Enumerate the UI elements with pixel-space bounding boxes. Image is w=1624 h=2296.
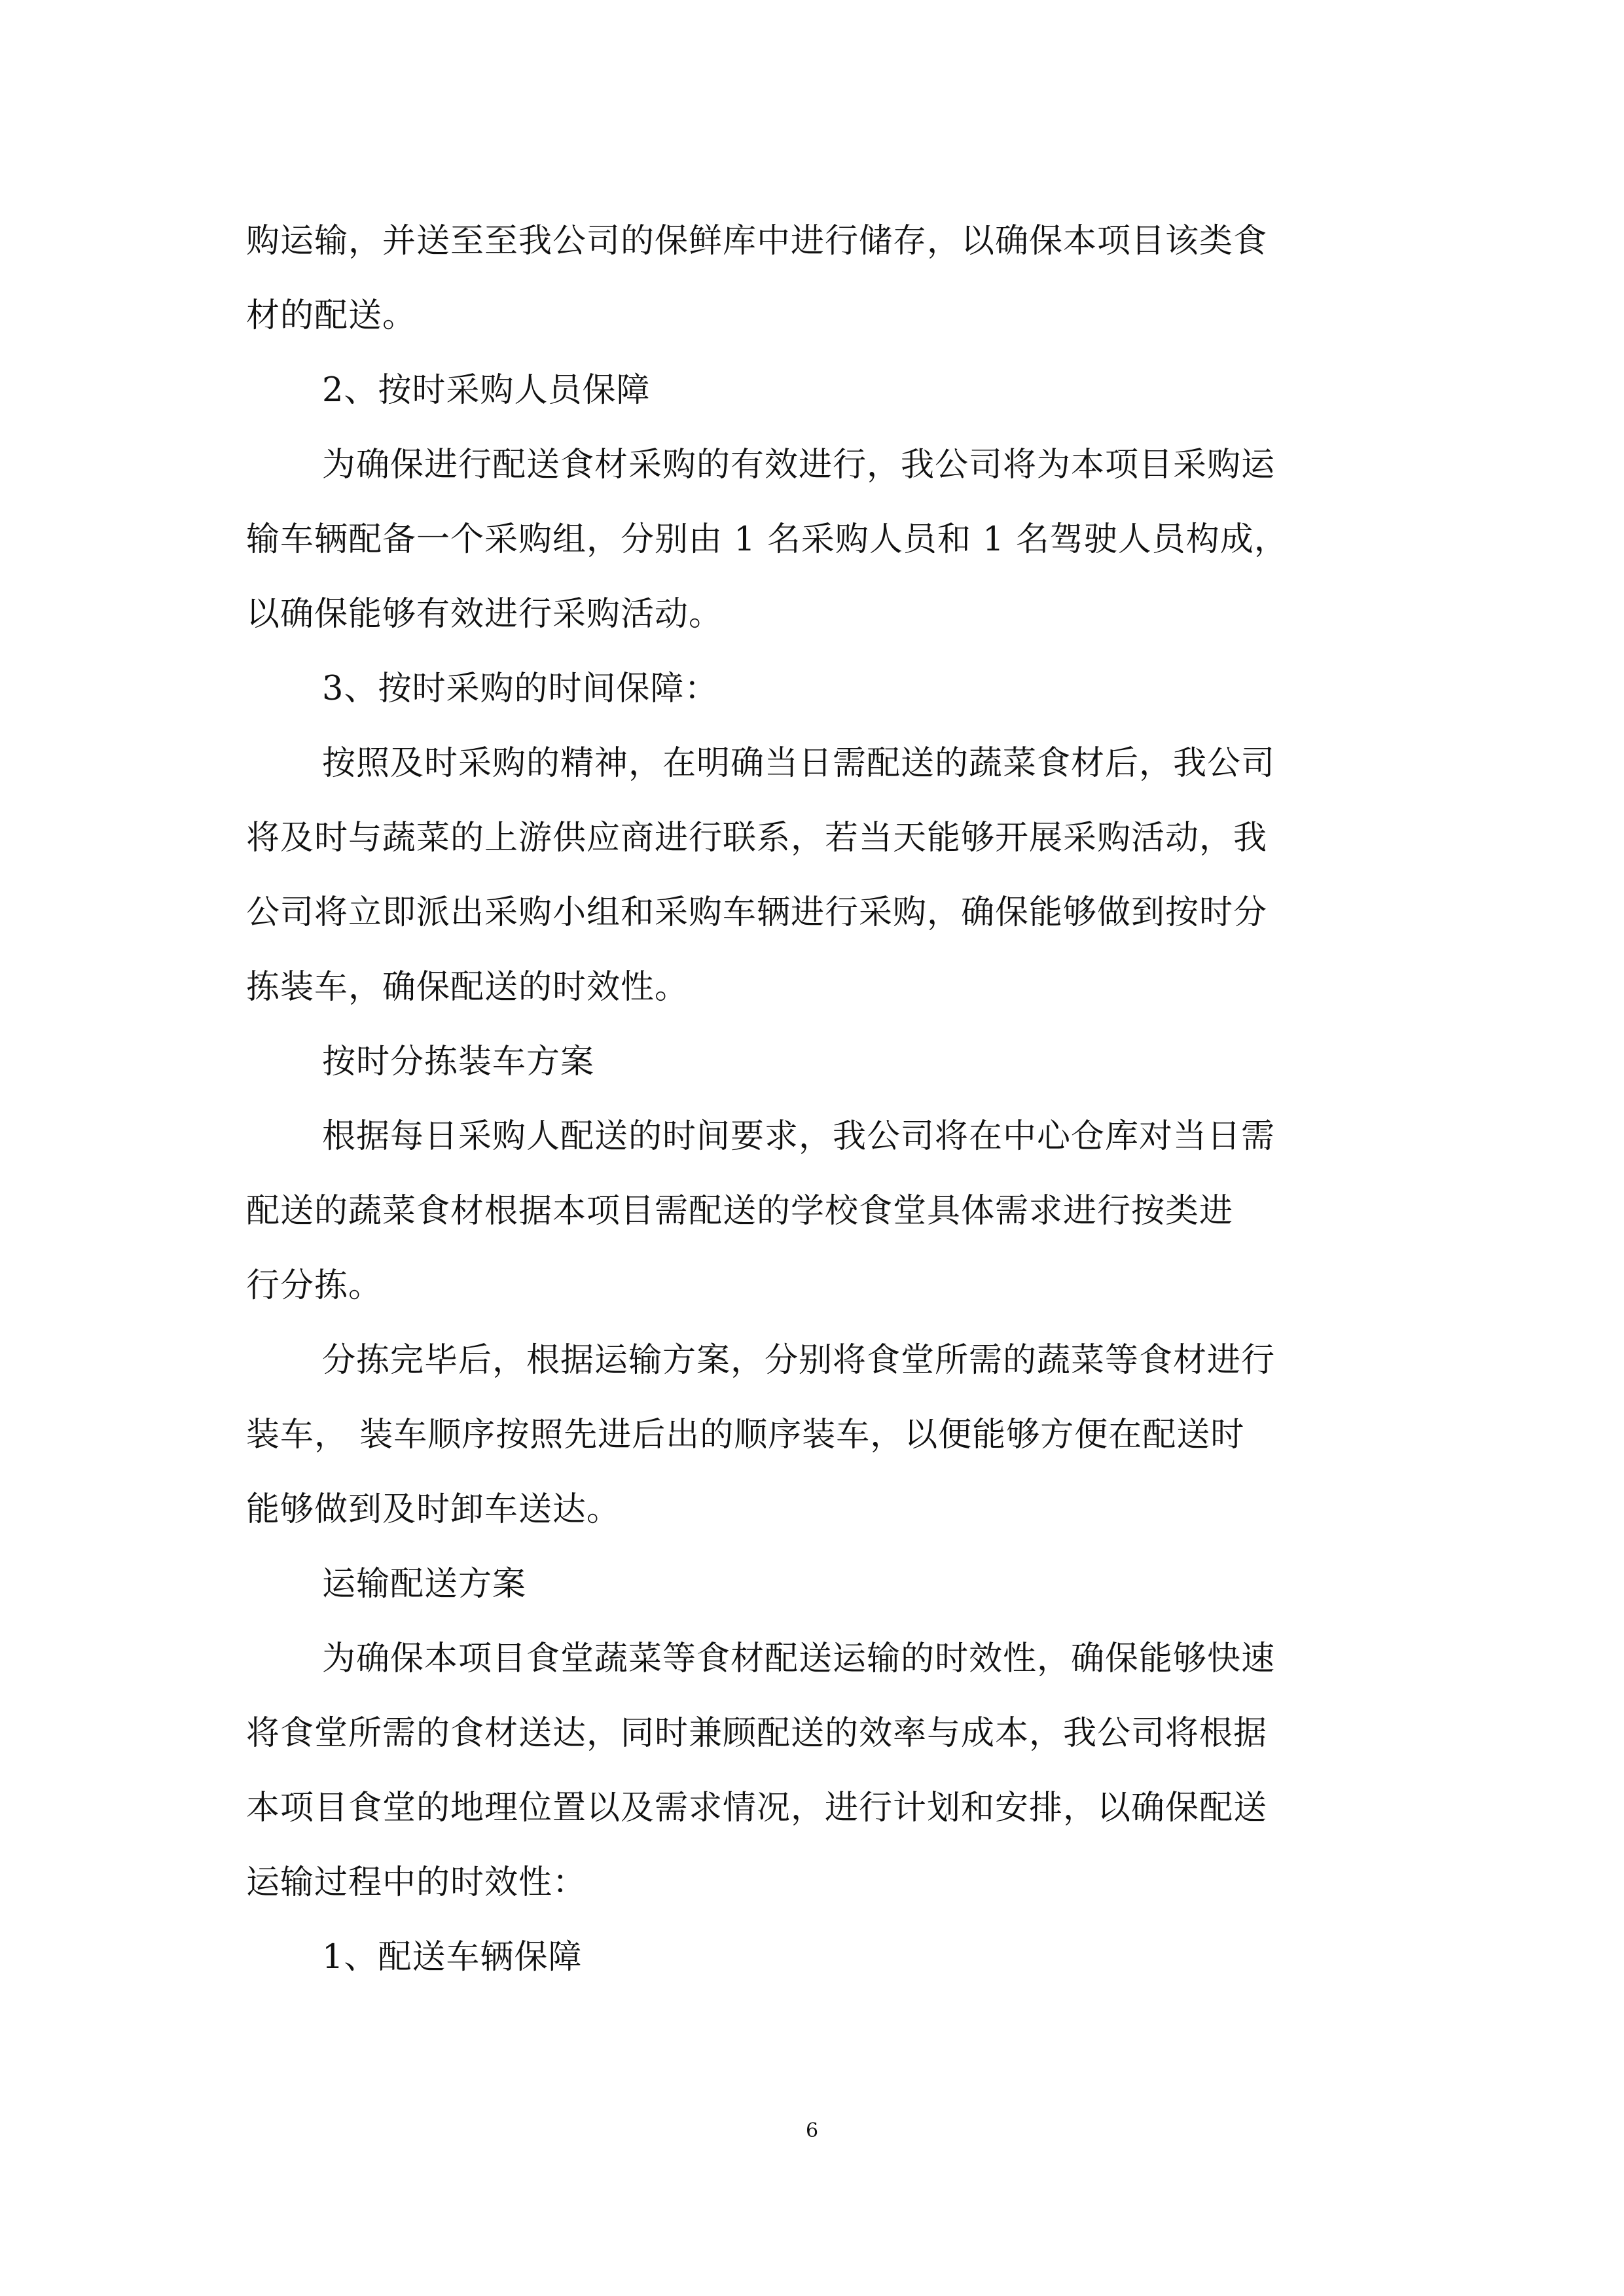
body-text-line: 以确保能够有效进行采购活动。 [246, 595, 723, 634]
section-heading: 1、配送车辆保障 [322, 1938, 583, 1977]
body-text-line: 材的配送。 [246, 296, 417, 335]
body-text-line: 将及时与蔬菜的上游供应商进行联系，若当天能够开展采购活动，我 [246, 819, 1268, 857]
body-text-line: 根据每日采购人配送的时间要求，我公司将在中心仓库对当日需 [322, 1117, 1276, 1156]
body-text-line: 分拣完毕后，根据运输方案，分别将食堂所需的蔬菜等食材进行 [322, 1341, 1276, 1380]
body-text-line: 本项目食堂的地理位置以及需求情况，进行计划和安排，以确保配送 [246, 1789, 1268, 1827]
body-text-line: 输车辆配备一个采购组，分别由 1 名采购人员和 1 名驾驶人员构成， [246, 520, 1288, 559]
body-text-line: 能够做到及时卸车送达。 [246, 1490, 621, 1529]
body-text-line: 为确保进行配送食材采购的有效进行，我公司将为本项目采购运 [322, 446, 1276, 484]
page-number: 6 [805, 2119, 819, 2142]
section-heading: 3、按时采购的时间保障： [322, 670, 719, 708]
body-text-line: 为确保本项目食堂蔬菜等食材配送运输的时效性，确保能够快速 [322, 1640, 1276, 1678]
body-text-line: 运输过程中的时效性： [246, 1863, 587, 1902]
body-text-line: 拣装车，确保配送的时效性。 [246, 968, 689, 1007]
body-text-line: 将食堂所需的食材送达，同时兼顾配送的效率与成本，我公司将根据 [246, 1714, 1268, 1753]
section-heading: 2、按时采购人员保障 [322, 371, 651, 410]
body-text-line: 购运输，并送至至我公司的保鲜库中进行储存，以确保本项目该类食 [246, 222, 1268, 260]
body-text-line: 行分拣。 [246, 1266, 383, 1305]
body-text-line: 公司将立即派出采购小组和采购车辆进行采购，确保能够做到按时分 [246, 893, 1268, 932]
body-text-line: 装车， 装车顺序按照先进后出的顺序装车，以便能够方便在配送时 [246, 1416, 1245, 1454]
section-heading: 按时分拣装车方案 [322, 1043, 595, 1081]
body-text-line: 配送的蔬菜食材根据本项目需配送的学校食堂具体需求进行按类进 [246, 1192, 1234, 1230]
section-heading: 运输配送方案 [322, 1565, 527, 1604]
body-text-line: 按照及时采购的精神，在明确当日需配送的蔬菜食材后，我公司 [322, 744, 1276, 783]
